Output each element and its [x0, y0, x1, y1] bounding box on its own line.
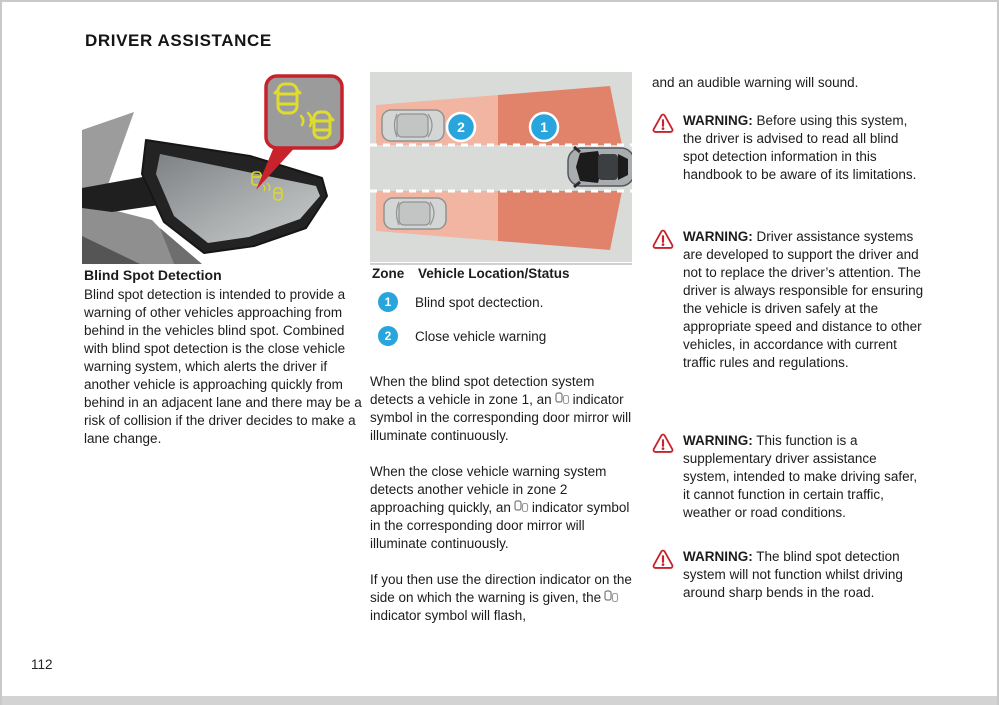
- warning-label: WARNING:: [683, 113, 753, 128]
- warning-text: [683, 548, 924, 602]
- paragraph-text: If you then use the direction indicator on the side on which the warning is given, the: [370, 572, 632, 605]
- inline-indicator-icon: [514, 500, 529, 513]
- warning-label: WARNING:: [683, 229, 753, 244]
- middle-column-text: [370, 373, 640, 643]
- warning-body: Driver assistance systems are developed to support the driver and not to replace the driver’s attention. The driver is always responsible for ensuring the vehicle is driven safely at the appropriate speed and distance to other vehicles, in accordance with current traffic rules and regulations.: [683, 229, 924, 370]
- warning-body: The blind spot detection system will not function whilst driving around sharp bends in the road.: [683, 549, 903, 600]
- inline-indicator-icon: [555, 392, 570, 405]
- inline-indicator-icon: [604, 590, 619, 603]
- zone-status-label: Close vehicle warning: [415, 328, 547, 344]
- table-row: [378, 326, 546, 346]
- other-vehicle-top: [382, 110, 444, 141]
- zone-number-badge: 2: [378, 326, 398, 346]
- blind-spot-zones-diagram: [370, 72, 632, 262]
- table-top-rule: [370, 263, 632, 265]
- paragraph-text: indicator symbol in the corresponding door mirror will illuminate continuously.: [370, 392, 632, 443]
- warning-text: [683, 228, 924, 372]
- paragraph-text: indicator symbol in the corresponding door mirror will illuminate continuously.: [370, 500, 630, 551]
- zone1-area-top: [498, 86, 622, 145]
- zone1-badge: [530, 113, 558, 141]
- warning-label: WARNING:: [683, 433, 753, 448]
- continuation-text: and an audible warning will sound.: [652, 75, 859, 90]
- paragraph: [370, 463, 640, 553]
- page-title: DRIVER ASSISTANCE: [85, 31, 272, 50]
- paragraph-text: When the blind spot detection system detects a vehicle in zone 1, an: [370, 374, 595, 407]
- paragraph-text: When the close vehicle warning system detects another vehicle in zone 2 approaching quickly, an: [370, 464, 607, 515]
- section-body: Blind spot detection is intended to provide a warning of other vehicles approaching from behind in the vehicles blind spot. Combined with blind spot detection is the close vehicle warning system, which alerts the driver if another vehicle is approaching quickly from behind in an adjacent lane and there may be a risk of collision if the driver decides to make a lane change.: [84, 287, 362, 446]
- warning-triangle-icon: [652, 549, 674, 569]
- warning-block: [652, 228, 924, 372]
- zone-number-badge: 1: [378, 292, 398, 312]
- warning-body: Before using this system, the driver is advised to read all blind spot detection information in this handbook to be aware of its limitations.: [683, 113, 917, 182]
- door-mirror-illustration: [82, 68, 344, 264]
- callout-box: [266, 76, 342, 148]
- warning-block: [652, 432, 924, 522]
- table-row: [378, 292, 543, 312]
- paragraph: [370, 571, 640, 625]
- svg-text:2: 2: [457, 119, 465, 135]
- status-column-header: Vehicle Location/Status: [418, 266, 570, 281]
- warning-body: This function is a supplementary driver assistance system, intended to make driving safer, it cannot function in certain traffic, weather or road conditions.: [683, 433, 918, 520]
- warning-label: WARNING:: [683, 549, 753, 564]
- page-number: 112: [31, 657, 53, 672]
- zone-table-header: [372, 266, 570, 281]
- warning-block: [652, 548, 924, 602]
- other-vehicle-bottom: [384, 198, 446, 229]
- section-heading: Blind Spot Detection: [84, 267, 222, 283]
- zone2-badge: [447, 113, 475, 141]
- zone1-area-bottom: [498, 191, 622, 250]
- warning-block: [652, 112, 924, 184]
- warning-triangle-icon: [652, 113, 674, 133]
- warning-triangle-icon: [652, 433, 674, 453]
- page-bottom-edge: [2, 696, 997, 705]
- svg-text:1: 1: [540, 119, 548, 135]
- subject-vehicle: [568, 147, 632, 187]
- paragraph-text: indicator symbol will flash,: [370, 608, 527, 623]
- warning-text: [683, 432, 924, 522]
- warning-triangle-icon: [652, 229, 674, 249]
- paragraph: [370, 373, 640, 445]
- zone-column-header: Zone: [372, 266, 405, 281]
- zone-status-label: Blind spot dectection.: [415, 294, 544, 310]
- warning-text: [683, 112, 924, 184]
